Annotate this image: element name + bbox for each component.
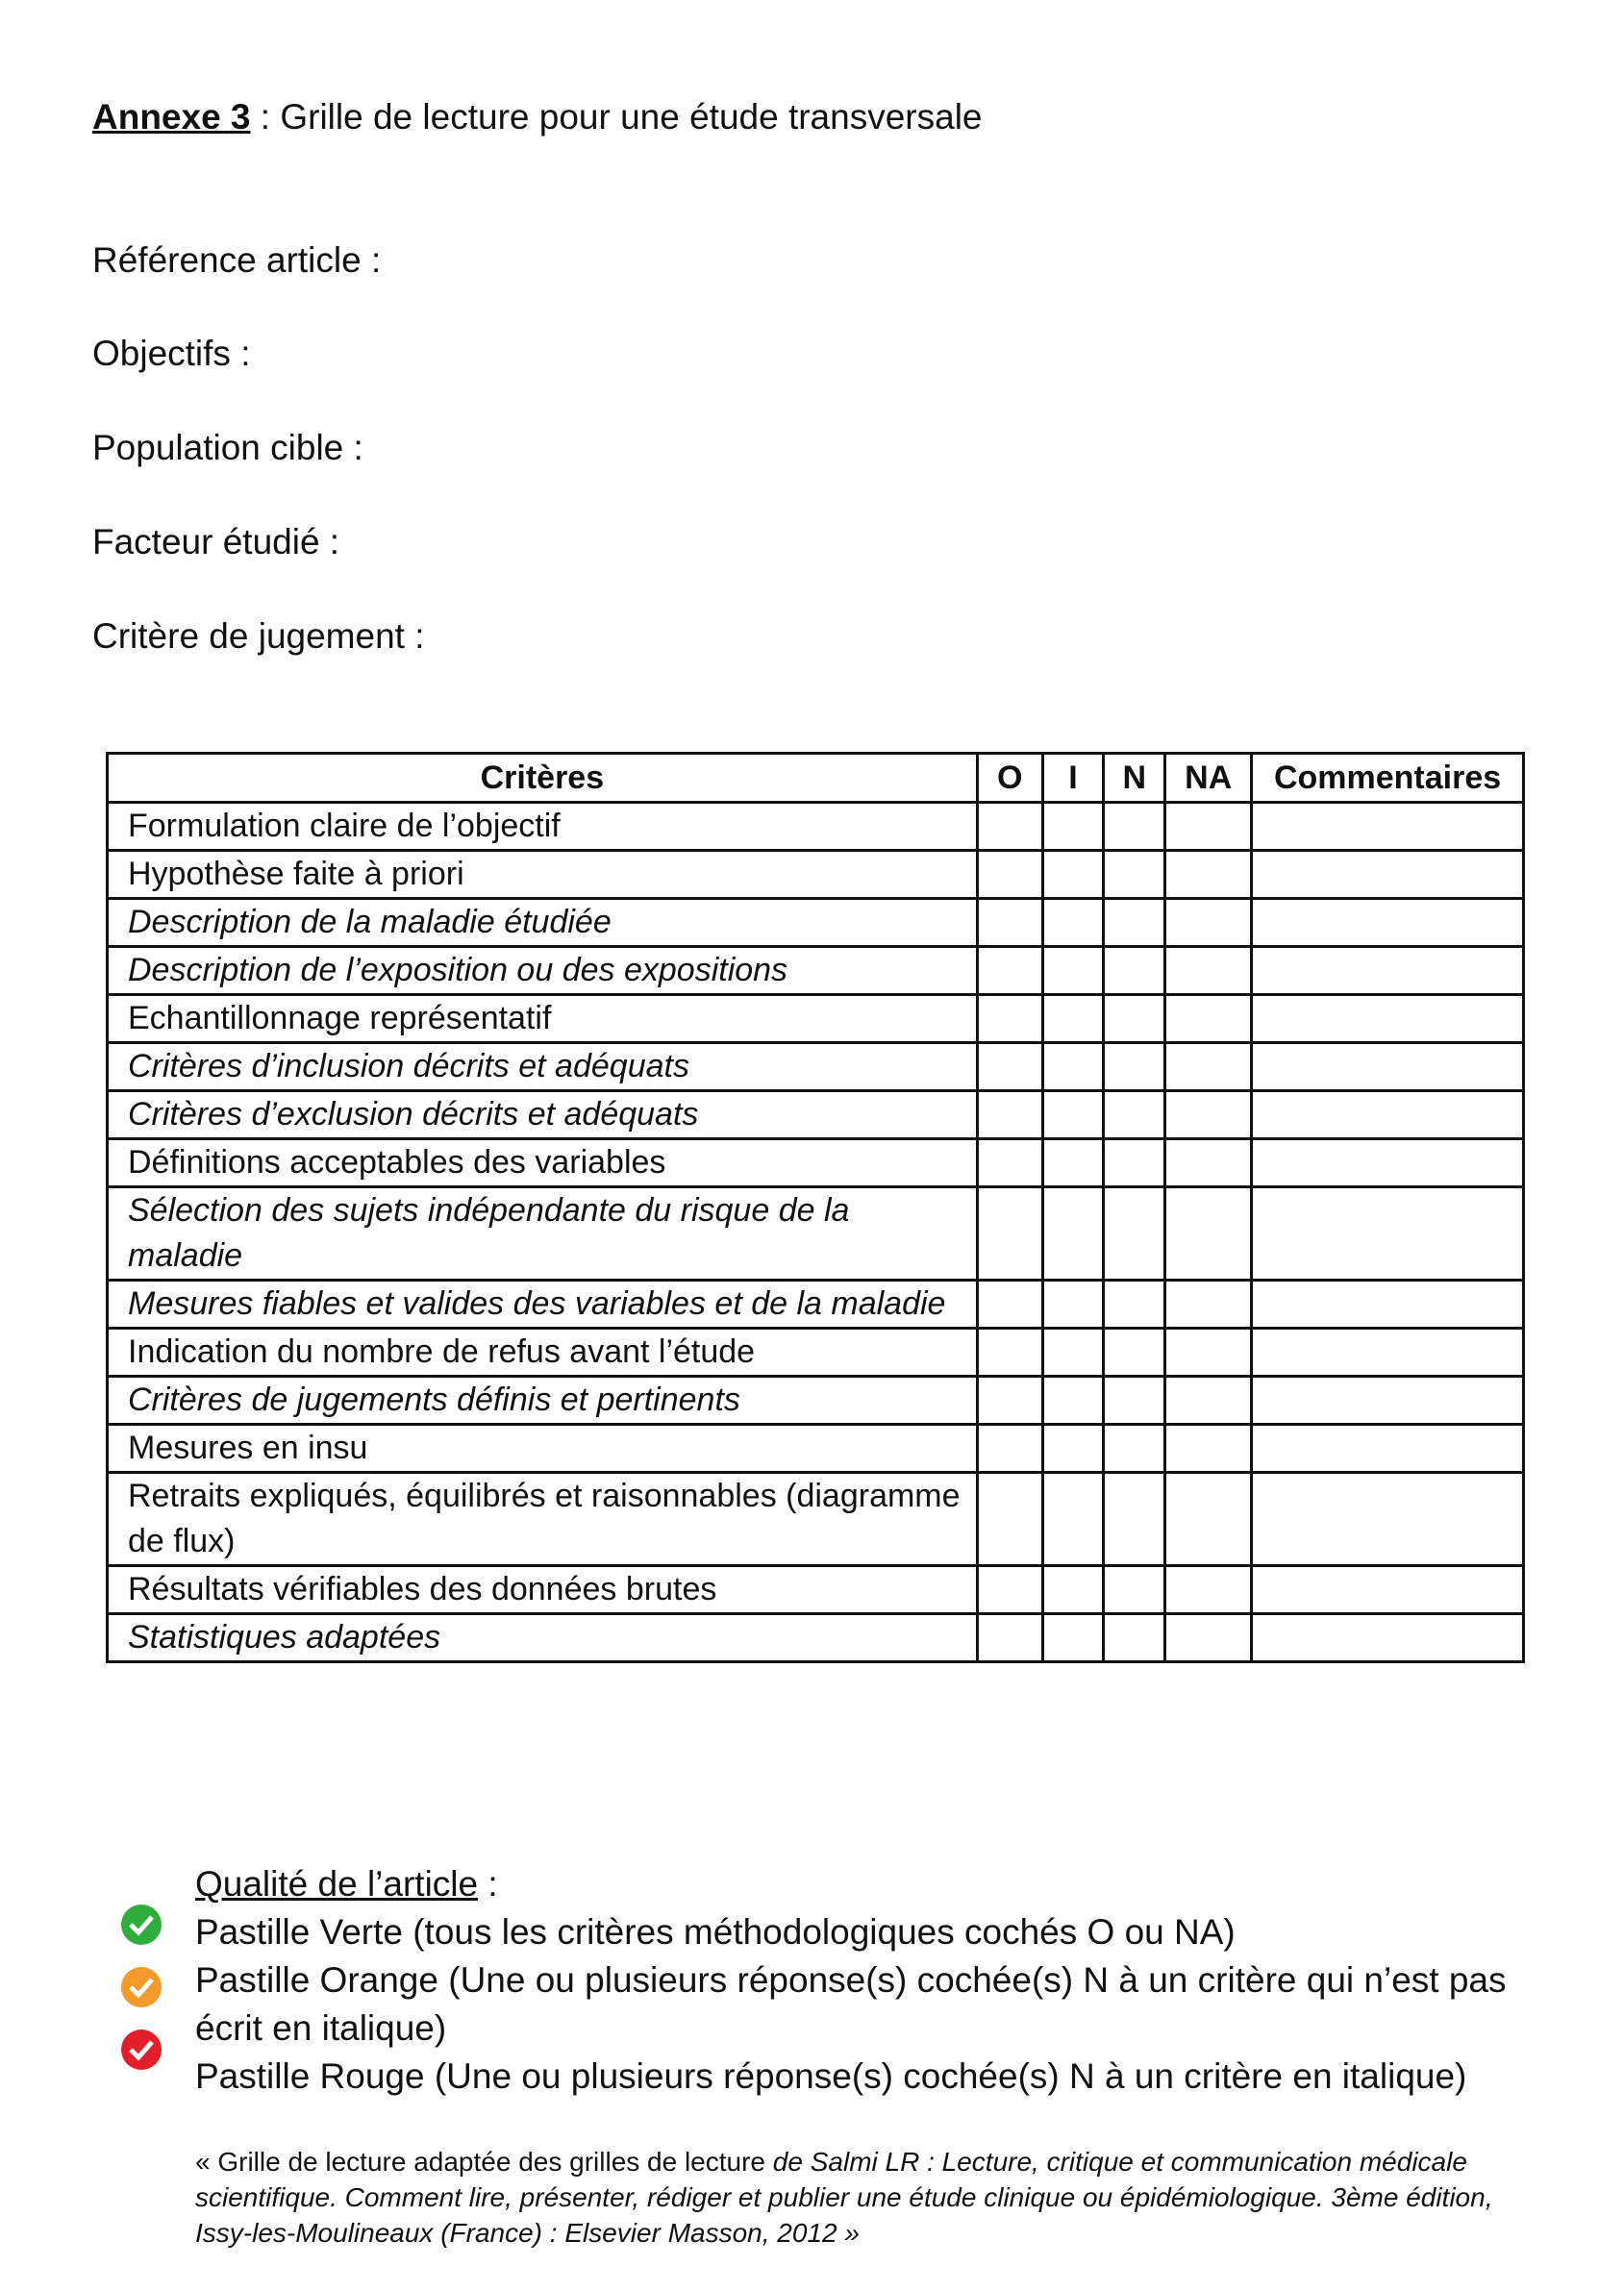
cell-i[interactable]	[1042, 803, 1104, 851]
cell-commentaires[interactable]	[1252, 1187, 1524, 1281]
cell-na[interactable]	[1165, 947, 1252, 995]
table-row	[108, 1187, 1524, 1281]
title-text: : Grille de lecture pour une étude transversale	[250, 97, 983, 137]
cell-n[interactable]	[1104, 1187, 1165, 1281]
header-n: N	[1104, 754, 1165, 803]
cell-commentaires[interactable]	[1252, 1473, 1524, 1566]
cell-i[interactable]	[1042, 1566, 1104, 1614]
cell-o[interactable]	[977, 1139, 1042, 1187]
header-commentaires: Commentaires	[1252, 754, 1524, 803]
table-row	[108, 851, 1524, 899]
field-population-cible: Population cible :	[92, 428, 363, 467]
cell-i[interactable]	[1042, 1425, 1104, 1473]
cell-n[interactable]	[1104, 995, 1165, 1043]
quality-title-suffix: :	[478, 1864, 498, 1904]
citation-italic: de Salmi LR : Lecture, critique et communication médicale scientifique. Comment lire, présenter, rédiger et publier une étude clinique ou épidémiologique. 3ème édition, Issy-les-Moulineaux (France) : Elsevier Masson, 2012 »	[195, 2147, 1493, 2248]
cell-commentaires[interactable]	[1252, 1566, 1524, 1614]
header-i: I	[1042, 754, 1104, 803]
cell-na[interactable]	[1165, 995, 1252, 1043]
cell-o[interactable]	[977, 1566, 1042, 1614]
cell-i[interactable]	[1042, 1614, 1104, 1662]
cell-n[interactable]	[1104, 1566, 1165, 1614]
criterion-label: Mesures en insu	[108, 1425, 978, 1473]
table-row	[108, 947, 1524, 995]
field-facteur-etudie: Facteur étudié :	[92, 522, 340, 561]
quality-item-green: Pastille Verte (tous les critères méthodologiques cochés O ou NA)	[195, 1912, 1236, 1952]
cell-n[interactable]	[1104, 1043, 1165, 1091]
cell-na[interactable]	[1165, 1281, 1252, 1329]
cell-n[interactable]	[1104, 1329, 1165, 1377]
cell-commentaires[interactable]	[1252, 1377, 1524, 1425]
quality-section	[195, 1860, 1561, 2101]
cell-o[interactable]	[977, 803, 1042, 851]
cell-commentaires[interactable]	[1252, 1425, 1524, 1473]
cell-o[interactable]	[977, 1043, 1042, 1091]
orange-pastille-disc	[121, 1967, 162, 2007]
cell-i[interactable]	[1042, 1091, 1104, 1139]
criterion-label: Définitions acceptables des variables	[108, 1139, 978, 1187]
cell-o[interactable]	[977, 1473, 1042, 1566]
cell-commentaires[interactable]	[1252, 1329, 1524, 1377]
criterion-label: Mesures fiables et valides des variables et de la maladie	[108, 1281, 978, 1329]
cell-commentaires[interactable]	[1252, 1091, 1524, 1139]
header-na: NA	[1165, 754, 1252, 803]
field-objectifs: Objectifs :	[92, 334, 251, 373]
cell-n[interactable]	[1104, 1377, 1165, 1425]
cell-na[interactable]	[1165, 1329, 1252, 1377]
cell-commentaires[interactable]	[1252, 1281, 1524, 1329]
table-row	[108, 995, 1524, 1043]
criterion-label: Critères de jugements définis et pertinents	[108, 1377, 978, 1425]
criterion-label: Critères d’exclusion décrits et adéquats	[108, 1091, 978, 1139]
table-row	[108, 1425, 1524, 1473]
cell-na[interactable]	[1165, 1473, 1252, 1566]
table-row	[108, 1566, 1524, 1614]
cell-o[interactable]	[977, 1281, 1042, 1329]
cell-n[interactable]	[1104, 851, 1165, 899]
cell-o[interactable]	[977, 1614, 1042, 1662]
quality-item-red: Pastille Rouge (Une ou plusieurs réponse(s) cochée(s) N à un critère en italique)	[195, 2056, 1467, 2096]
cell-na[interactable]	[1165, 1187, 1252, 1281]
cell-n[interactable]	[1104, 1473, 1165, 1566]
quality-title: Qualité de l’article	[195, 1864, 479, 1904]
cell-na[interactable]	[1165, 1043, 1252, 1091]
field-reference-article: Référence article :	[92, 240, 382, 280]
cell-i[interactable]	[1042, 1473, 1104, 1566]
criteria-table	[106, 752, 1525, 1663]
green-pastille-disc	[121, 1905, 162, 1945]
quality-item-orange: Pastille Orange (Une ou plusieurs réponse(s) cochée(s) N à un critère qui n’est pas écrit en italique)	[195, 1960, 1507, 2048]
table-row	[108, 1377, 1524, 1425]
cell-o[interactable]	[977, 1091, 1042, 1139]
cell-i[interactable]	[1042, 947, 1104, 995]
annex-label: Annexe 3	[92, 97, 251, 137]
cell-i[interactable]	[1042, 1329, 1104, 1377]
cell-na[interactable]	[1165, 1377, 1252, 1425]
criterion-label: Hypothèse faite à priori	[108, 851, 978, 899]
cell-na[interactable]	[1165, 1566, 1252, 1614]
table-row	[108, 803, 1524, 851]
cell-na[interactable]	[1165, 1139, 1252, 1187]
cell-o[interactable]	[977, 851, 1042, 899]
criterion-label: Sélection des sujets indépendante du risque de la maladie	[108, 1187, 978, 1281]
criterion-label: Résultats vérifiables des données brutes	[108, 1566, 978, 1614]
criterion-label: Critères d’inclusion décrits et adéquats	[108, 1043, 978, 1091]
table-row	[108, 1614, 1524, 1662]
citation	[195, 2144, 1551, 2251]
cell-na[interactable]	[1165, 899, 1252, 947]
cell-i[interactable]	[1042, 1139, 1104, 1187]
red-pastille-icon	[120, 2029, 162, 2071]
cell-o[interactable]	[977, 1425, 1042, 1473]
criterion-label: Formulation claire de l’objectif	[108, 803, 978, 851]
cell-na[interactable]	[1165, 1091, 1252, 1139]
cell-commentaires[interactable]	[1252, 947, 1524, 995]
cell-n[interactable]	[1104, 1281, 1165, 1329]
cell-commentaires[interactable]	[1252, 899, 1524, 947]
cell-n[interactable]	[1104, 803, 1165, 851]
page-title	[92, 97, 983, 137]
table-row	[108, 1473, 1524, 1566]
criterion-label: Description de la maladie étudiée	[108, 899, 978, 947]
cell-i[interactable]	[1042, 899, 1104, 947]
cell-i[interactable]	[1042, 1187, 1104, 1281]
cell-i[interactable]	[1042, 1281, 1104, 1329]
cell-commentaires[interactable]	[1252, 1614, 1524, 1662]
cell-i[interactable]	[1042, 1377, 1104, 1425]
red-pastille-disc	[121, 2030, 162, 2070]
cell-commentaires[interactable]	[1252, 803, 1524, 851]
cell-commentaires[interactable]	[1252, 1043, 1524, 1091]
cell-n[interactable]	[1104, 947, 1165, 995]
cell-n[interactable]	[1104, 1614, 1165, 1662]
table-row	[108, 1281, 1524, 1329]
field-critere-jugement: Critère de jugement :	[92, 616, 425, 656]
cell-n[interactable]	[1104, 899, 1165, 947]
table-row	[108, 899, 1524, 947]
cell-i[interactable]	[1042, 995, 1104, 1043]
cell-o[interactable]	[977, 995, 1042, 1043]
orange-pastille-icon	[120, 1966, 162, 2008]
cell-na[interactable]	[1165, 1614, 1252, 1662]
cell-o[interactable]	[977, 1187, 1042, 1281]
table-row	[108, 1329, 1524, 1377]
table-header-row	[108, 754, 1524, 803]
criterion-label: Echantillonnage représentatif	[108, 995, 978, 1043]
cell-commentaires[interactable]	[1252, 995, 1524, 1043]
cell-o[interactable]	[977, 1377, 1042, 1425]
cell-n[interactable]	[1104, 1139, 1165, 1187]
table-row	[108, 1091, 1524, 1139]
header-criteres: Critères	[108, 754, 978, 803]
table-row	[108, 1043, 1524, 1091]
criterion-label: Description de l’exposition ou des expositions	[108, 947, 978, 995]
cell-o[interactable]	[977, 899, 1042, 947]
cell-o[interactable]	[977, 1329, 1042, 1377]
criterion-label: Indication du nombre de refus avant l’étude	[108, 1329, 978, 1377]
table-row	[108, 1139, 1524, 1187]
cell-na[interactable]	[1165, 1425, 1252, 1473]
cell-n[interactable]	[1104, 1091, 1165, 1139]
criterion-label: Retraits expliqués, équilibrés et raisonnables (diagramme de flux)	[108, 1473, 978, 1566]
citation-plain: « Grille de lecture adaptée des grilles de lecture	[195, 2147, 773, 2177]
cell-o[interactable]	[977, 947, 1042, 995]
cell-na[interactable]	[1165, 851, 1252, 899]
criteria-table-body	[108, 803, 1524, 1662]
header-o: O	[977, 754, 1042, 803]
criterion-label: Statistiques adaptées	[108, 1614, 978, 1662]
cell-i[interactable]	[1042, 1043, 1104, 1091]
cell-n[interactable]	[1104, 1425, 1165, 1473]
cell-na[interactable]	[1165, 803, 1252, 851]
green-pastille-icon	[120, 1904, 162, 1946]
cell-commentaires[interactable]	[1252, 1139, 1524, 1187]
cell-i[interactable]	[1042, 851, 1104, 899]
cell-commentaires[interactable]	[1252, 851, 1524, 899]
